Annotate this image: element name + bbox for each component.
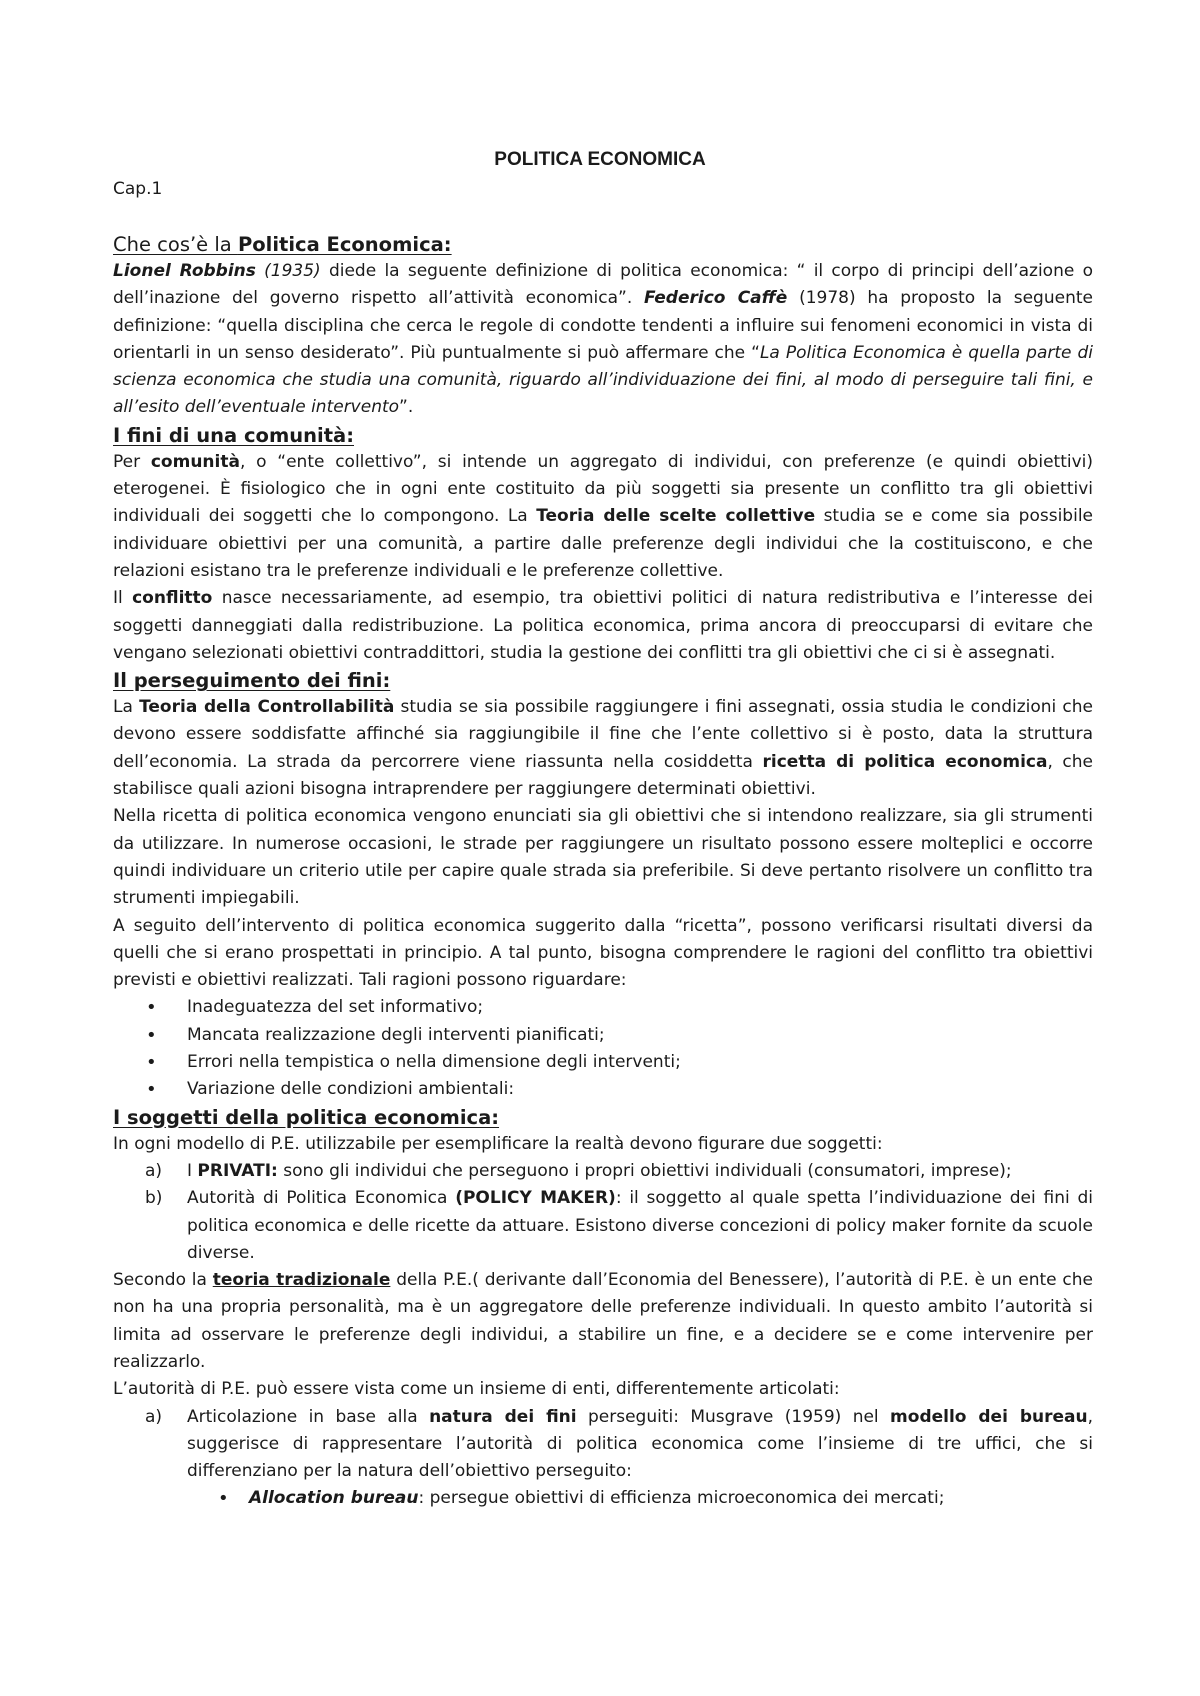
section-heading-definition [113,231,1093,258]
text: sono gli individui che perseguono i propri obiettivi individuali (consumatori, imprese); [277,1160,1012,1181]
paragraph-soggetti-intro: In ogni modello di P.E. utilizzabile per esemplificare la realtà devono figurare due soggetti: [113,1133,883,1154]
heading-bold-text: Politica Economica: [237,233,452,256]
chapter-label: Cap.1 [113,179,163,199]
text: : il soggetto al quale spetta l’individuazione dei fini di politica economica e delle ricette da attuare. Esistono diverse concezioni di policy maker fornite da scuole diverse. [187,1188,1093,1263]
heading-text: I fini di una comunità: [113,423,354,447]
term-controllabilita: Teoria della Controllabilità [139,697,395,718]
author-caffe: Federico Caffè [643,288,788,309]
text: perseguiti: Musgrave (1959) nel [576,1406,891,1427]
paragraph-teoria-tradizionale [113,1267,1093,1376]
list-marker: a) [145,1160,163,1181]
soggetti-list [113,1158,1093,1267]
document-title: POLITICA ECONOMICA [494,149,706,170]
document-body [113,231,1093,1513]
definition-quote: La Politica Economica è quella parte di scienza economica che studia una comunità, riguardo all’individuazione dei fini, al modo di perseguire tali fini, e all’esito dell’eventuale intervento [113,342,1093,418]
term-ricetta: ricetta di politica economica [762,751,1048,772]
text: Autorità di Politica Economica [187,1188,456,1209]
text: nasce necessariamente, ad esempio, tra obiettivi politici di natura redistributiva e l’interesse dei soggetti danneggiati dalla redistribuzione. La politica economica, prima ancora di preoccuparsi di evitare che vengano selezionati obiettivi contraddittori, studia la gestione dei conflitti tra gli obiettivi che ci si è assegnati. [113,588,1093,663]
list-item [113,1158,1093,1185]
text: studia se sia possibile raggiungere i fini assegnati, ossia studia le condizioni che devono essere soddisfatte affinché sia raggiungibile il fine che l’ente collettivo si è posto, data la struttura dell’economia. La strada da percorrere viene riassunta nella cosiddetta [113,697,1093,772]
paragraph-ricetta: Nella ricetta di politica economica vengono enunciati sia gli obiettivi che si intendono realizzare, sia gli strumenti da utilizzare. In numerose occasioni, le strade per raggiungere un risultato possono essere molteplici e occorre quindi individuare un criterio utile per capire quale strada sia preferibile. Si deve pertanto risolvere un conflitto tra strumenti impiegabili. [113,806,1093,909]
list-item: • Inadeguatezza del set informativo; [113,994,1093,1021]
list-marker: a) [145,1406,163,1427]
year-robbins: (1935) [255,261,321,281]
list-marker: b) [145,1188,163,1209]
author-robbins: Lionel Robbins [113,261,256,281]
list-item: • Errori nella tempistica o nella dimensione degli interventi; [113,1049,1093,1076]
paragraph-controllabilita [113,694,1093,803]
reasons-list [113,994,1093,1103]
term-teoria-tradizionale: teoria tradizionale [212,1270,391,1291]
list-item: • Variazione delle condizioni ambientali: [113,1076,1093,1103]
list-item: • Mancata realizzazione degli interventi pianificati; [113,1022,1093,1049]
text: diede la seguente definizione di politica economica: “ il corpo di principi dell’azione o dell’inazione del governo rispetto all’attività economica”. [113,261,1093,309]
text: , che stabilisce quali azioni bisogna intraprendere per raggiungere determinati obiettivi. [113,751,1093,800]
term-comunita: comunità [150,451,240,472]
term-privati: PRIVATI: [197,1160,278,1181]
text: ”. [399,397,414,418]
list-item [113,1404,1093,1486]
text: Il [113,588,133,609]
term-scelte-collettive: Teoria delle scelte collettive [536,506,816,527]
term-allocation-bureau: Allocation bureau [249,1488,419,1509]
list-item [113,1185,1093,1267]
paragraph-conflitto [113,585,1093,667]
term-conflitto: conflitto [132,588,213,609]
term-modello-bureau: modello dei bureau [890,1406,1088,1427]
text: La [113,697,140,718]
articolazione-list [113,1404,1093,1486]
text: Secondo la [113,1270,213,1291]
paragraph-enti: L’autorità di P.E. può essere vista come un insieme di enti, differentemente articolati: [113,1379,840,1400]
term-natura-fini: natura dei fini [429,1406,577,1427]
paragraph-risultati: A seguito dell’intervento di politica economica suggerito dalla “ricetta”, possono verificarsi risultati diversi da quelli che si erano prospettati in principio. A tal punto, bisogna comprendere le ragioni del conflitto tra obiettivi previsti e obiettivi realizzati. Tali ragioni possono riguardare: [113,915,1093,991]
text: (1978) ha proposto la seguente definizione: “quella disciplina che cerca le regole di condotte tendenti a influire sui fenomeni economici in vista di orientarli in un senso desiderato”. Più puntualmente si può affermare che “ [113,288,1093,363]
paragraph-comunita [113,449,1093,585]
list-item [113,1485,1093,1512]
bureau-list [113,1485,1093,1512]
section-heading-soggetti [113,1104,1093,1131]
text: , o “ente collettivo”, si intende un aggregato di individui, con preferenze (e quindi obiettivi) eterogenei. È fisiologico che in ogni ente costituito da più soggetti sia presente un conflitto tra gli obiettivi individuali dei soggetti che lo compongono. La [113,451,1093,527]
heading-text: Che cos’è la [113,233,238,256]
text: Per [113,451,151,472]
text: , suggerisce di rappresentare l’autorità di politica economica come l’insieme di tre uffici, che si differenziano per la natura dell’obiettivo perseguito: [187,1406,1093,1482]
text: studia se e come sia possibile individuare obiettivi per una comunità, a partire dalle preferenze degli individui che la costituiscono, e che relazioni esistano tra le preferenze individuali e le preferenze collettive. [113,506,1094,581]
term-policy-maker: (POLICY MAKER) [455,1188,616,1209]
heading-text: Il perseguimento dei fini: [113,669,391,693]
section-heading-fini [113,422,1093,449]
text: : persegue obiettivi di efficienza microeconomica dei mercati; [418,1488,945,1509]
paragraph-definition [113,258,1093,422]
text: Articolazione in base alla [187,1406,430,1427]
heading-text: I soggetti della politica economica: [113,1105,500,1129]
text: I [187,1160,198,1181]
section-heading-perseguimento [113,667,1093,694]
text: della P.E.( derivante dall’Economia del Benessere), l’autorità di P.E. è un ente che non ha una propria personalità, ma è un aggregatore delle preferenze individuali. In questo ambito l’autorità si limita ad osservare le preferenze degli individui, a stabilire un fine, e a decidere se e come intervenire per realizzarlo. [113,1270,1093,1372]
